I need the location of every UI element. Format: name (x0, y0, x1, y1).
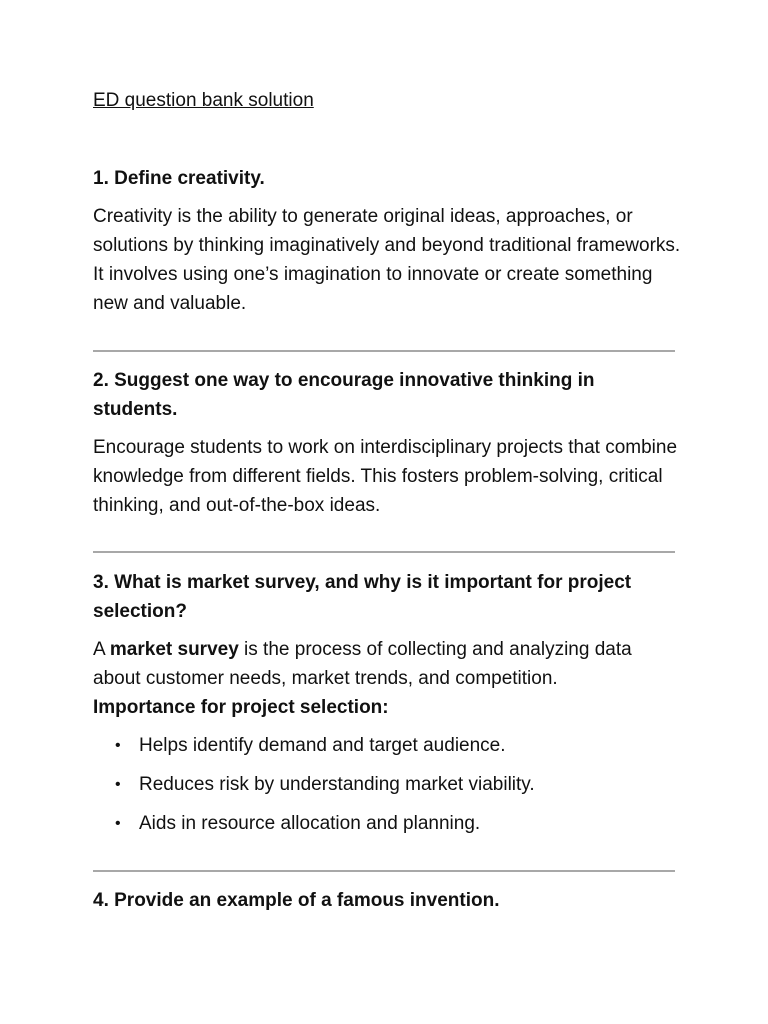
answer-1: Creativity is the ability to generate original ideas, approaches, or solutions by thinking imaginatively and beyond traditional frameworks. It involves using one’s imagination to innovate or create something new and valuable. (93, 206, 681, 314)
market-survey-term: market survey (109, 639, 239, 660)
question-3: 3. What is market survey, and why is it important for project selection? (93, 572, 632, 622)
bullet-icon: • (115, 815, 121, 832)
importance-list (93, 731, 683, 848)
answer-3 (93, 635, 683, 722)
document-title: ED question bank solution (93, 90, 314, 111)
answer-2: Encourage students to work on interdisciplinary projects that combine knowledge from different fields. This fosters problem-solving, critical thinking, and out-of-the-box ideas. (93, 437, 678, 516)
divider (93, 870, 675, 872)
bullet-icon: • (115, 776, 121, 793)
list-item (93, 809, 683, 848)
list-item-text: Aids in resource allocation and planning. (139, 813, 481, 834)
answer-3-rest: is the process of collecting and analyzing data about customer needs, market trends, and competition. (93, 639, 632, 689)
importance-heading: Importance for project selection: (93, 697, 389, 718)
divider (93, 350, 675, 352)
question-4: 4. Provide an example of a famous invention. (93, 890, 500, 911)
question-2: 2. Suggest one way to encourage innovative thinking in students. (93, 370, 595, 420)
divider (93, 551, 675, 553)
answer-3-prefix: A (93, 639, 110, 660)
question-1: 1. Define creativity. (93, 168, 265, 189)
bullet-icon: • (115, 737, 121, 754)
list-item (93, 770, 683, 809)
list-item-text: Reduces risk by understanding market viability. (139, 774, 535, 795)
list-item-text: Helps identify demand and target audience. (139, 735, 506, 756)
list-item (93, 731, 683, 770)
